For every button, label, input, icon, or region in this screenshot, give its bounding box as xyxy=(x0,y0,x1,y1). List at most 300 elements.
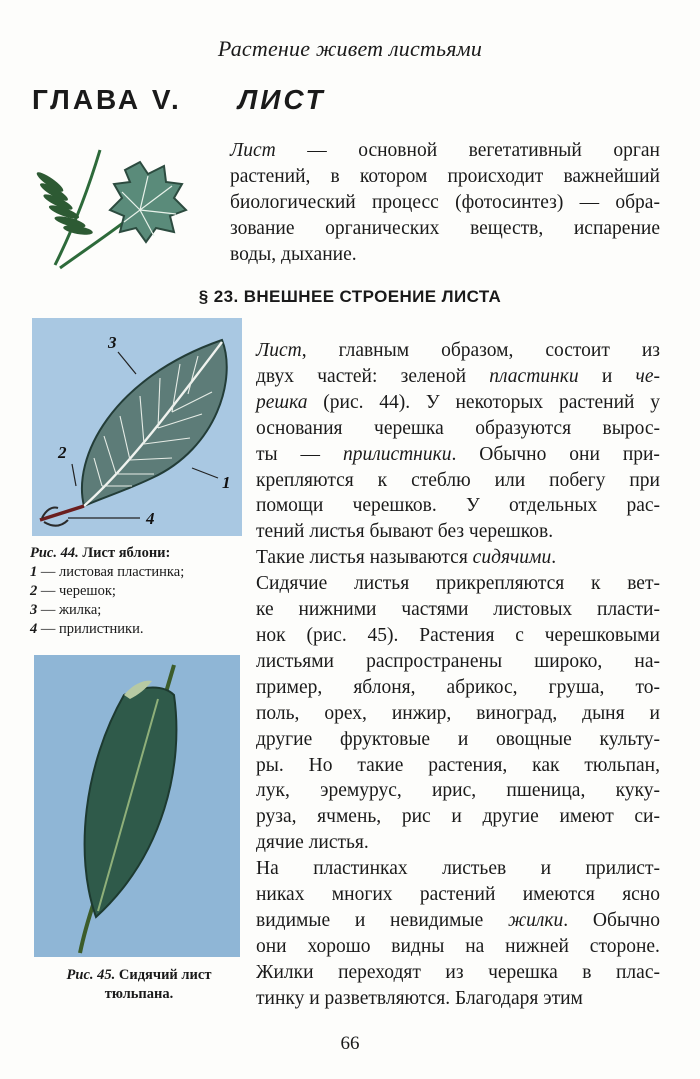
word xyxy=(582,960,591,986)
word xyxy=(378,468,387,494)
word xyxy=(332,882,393,908)
text-run: ты xyxy=(256,443,278,465)
text-run: Лист яблони: xyxy=(78,545,171,561)
word xyxy=(256,623,286,649)
word xyxy=(256,338,307,364)
text-run: листовых xyxy=(493,599,573,621)
text-run: (рис. xyxy=(323,391,364,413)
text-run: дячие листья. xyxy=(256,832,369,854)
text-run: . xyxy=(563,909,569,931)
body-line xyxy=(256,338,660,364)
intro-line xyxy=(230,138,660,164)
word xyxy=(256,753,284,779)
word xyxy=(582,701,624,727)
text-run: частей: xyxy=(317,365,378,387)
text-run: главным xyxy=(338,340,410,361)
word xyxy=(447,675,518,701)
intro-paragraph xyxy=(230,138,660,268)
word xyxy=(256,364,294,390)
word xyxy=(523,882,595,908)
text-run: плас- xyxy=(616,961,660,983)
word xyxy=(256,727,312,753)
word xyxy=(230,190,356,216)
text-run: в xyxy=(330,166,340,187)
text-run: У xyxy=(425,391,440,413)
text-run: двух xyxy=(256,365,294,387)
text-run: прилистники xyxy=(342,443,452,465)
word xyxy=(432,778,476,804)
text-run: побегу xyxy=(549,469,606,491)
text-run: Рис. 45. xyxy=(66,967,116,983)
word xyxy=(493,597,572,623)
text-run: образом, xyxy=(441,340,514,361)
word xyxy=(541,856,551,882)
figure-44-callout-2: 2 xyxy=(58,443,67,462)
text-run: сидячими xyxy=(472,547,552,569)
word xyxy=(574,216,660,242)
body-line xyxy=(256,986,660,1012)
text-run: прикрепляются xyxy=(435,573,565,595)
word xyxy=(301,442,321,468)
word xyxy=(390,908,483,934)
text-run: имеют xyxy=(559,806,614,828)
text-run: — жилка; xyxy=(37,602,102,618)
word xyxy=(600,727,660,753)
body-line xyxy=(256,960,660,986)
text-run: ры. xyxy=(256,754,284,776)
word xyxy=(534,649,602,675)
word xyxy=(340,727,430,753)
word xyxy=(642,338,660,364)
word xyxy=(323,390,363,416)
text-run: нок xyxy=(256,624,286,646)
text-run: — xyxy=(579,192,600,213)
word xyxy=(545,623,660,649)
word xyxy=(256,778,290,804)
text-run: тюльпана. xyxy=(104,986,174,1002)
text-run: орган xyxy=(613,140,660,161)
text-run: си- xyxy=(634,806,660,828)
text-run: котором xyxy=(359,166,428,187)
word xyxy=(256,493,323,519)
figure-44-caption-item xyxy=(30,563,250,582)
word xyxy=(353,675,415,701)
word xyxy=(309,753,333,779)
text-run: растений xyxy=(419,884,496,906)
text-run: инжир, xyxy=(391,702,452,724)
body-line xyxy=(256,830,660,856)
word xyxy=(495,468,526,494)
word xyxy=(616,778,660,804)
text-run: частями xyxy=(401,599,469,621)
text-run: в xyxy=(582,961,592,983)
word xyxy=(580,190,600,216)
word xyxy=(441,338,513,364)
word xyxy=(353,493,437,519)
word xyxy=(479,442,546,468)
text-run: или xyxy=(494,469,526,491)
text-run: с xyxy=(515,624,524,646)
word xyxy=(256,804,296,830)
text-run: состоит xyxy=(545,340,610,361)
text-run: Сидячие xyxy=(256,573,328,595)
body-line xyxy=(256,571,660,597)
text-run: тюльпан, xyxy=(584,754,660,776)
figure-44-callout-4: 4 xyxy=(146,509,155,528)
figure-44-callout-1: 1 xyxy=(222,473,231,492)
text-run: Сидячий лист xyxy=(115,967,212,983)
section-title: § 23. ВНЕШНЕЕ СТРОЕНИЕ ЛИСТА xyxy=(198,287,502,306)
word xyxy=(458,727,468,753)
text-run: че- xyxy=(635,365,660,387)
word xyxy=(626,493,660,519)
word xyxy=(489,364,578,390)
text-run: биологический xyxy=(230,192,356,213)
text-run: дыня xyxy=(582,702,625,724)
word xyxy=(420,882,496,908)
text-run: Лист xyxy=(230,140,276,161)
word xyxy=(597,597,660,623)
word xyxy=(419,623,494,649)
text-run: На xyxy=(256,858,279,880)
body-line xyxy=(256,390,660,416)
text-run: видимые xyxy=(256,909,331,931)
text-run: вет- xyxy=(627,573,660,595)
text-run: они xyxy=(569,443,600,465)
word xyxy=(256,442,278,468)
body-line xyxy=(256,545,660,571)
word xyxy=(401,364,466,390)
word xyxy=(615,190,660,216)
word xyxy=(256,468,354,494)
text-run: и xyxy=(601,365,613,387)
text-run: растений xyxy=(558,391,635,413)
text-run: нижними xyxy=(298,599,377,621)
word xyxy=(559,804,613,830)
body-line xyxy=(256,753,660,779)
text-run: отдельных xyxy=(508,495,598,517)
intro-line xyxy=(230,164,660,190)
text-run: 44). xyxy=(379,391,411,413)
text-run: . xyxy=(451,443,457,465)
figure-44-caption-item xyxy=(30,601,250,620)
word xyxy=(590,934,660,960)
word xyxy=(451,804,461,830)
word xyxy=(559,390,635,416)
text-run: из xyxy=(641,340,660,361)
word xyxy=(515,623,524,649)
text-run: происходит xyxy=(447,166,544,187)
text-run: лук, xyxy=(256,780,290,802)
word xyxy=(475,416,571,442)
text-run: Но xyxy=(308,754,333,776)
word xyxy=(616,960,660,986)
text-run: на xyxy=(465,935,485,957)
word xyxy=(230,138,276,164)
text-run: пшеница, xyxy=(506,780,586,802)
text-run: и xyxy=(457,728,469,750)
figure-44-caption-title xyxy=(30,544,250,563)
text-run: Такие листья называются xyxy=(256,547,473,569)
text-run: к xyxy=(591,573,601,595)
word xyxy=(629,468,660,494)
word xyxy=(256,675,322,701)
body-line xyxy=(256,804,660,830)
text-run: листьев xyxy=(442,858,507,880)
figure-44-callout-3: 3 xyxy=(108,333,117,352)
text-run: распространены xyxy=(366,650,503,672)
text-run: обра- xyxy=(615,192,660,213)
word xyxy=(623,442,660,468)
text-run: эремурус, xyxy=(320,780,402,802)
word xyxy=(256,882,304,908)
word xyxy=(650,701,660,727)
figure-44-caption-item xyxy=(30,620,250,639)
text-run: процесс xyxy=(371,192,439,213)
body-line xyxy=(256,882,660,908)
text-run: прилист- xyxy=(585,858,660,880)
body-line xyxy=(256,727,660,753)
text-run: — xyxy=(307,140,327,161)
word xyxy=(402,804,431,830)
word xyxy=(317,804,381,830)
text-run: орех, xyxy=(324,702,367,724)
text-run: — листовая пластинка; xyxy=(37,564,185,580)
text-run: ирис, xyxy=(431,780,477,802)
word xyxy=(320,778,402,804)
text-run: листья xyxy=(353,573,410,595)
word xyxy=(532,753,559,779)
word xyxy=(442,856,506,882)
text-run: овощные xyxy=(495,728,572,750)
word xyxy=(354,571,409,597)
word xyxy=(584,753,660,779)
word xyxy=(256,701,299,727)
text-run: 2 xyxy=(30,583,38,599)
text-run: важнейший xyxy=(563,166,660,187)
text-run: 3 xyxy=(30,602,38,618)
intro-line xyxy=(230,190,660,216)
word xyxy=(593,908,660,934)
text-run: имеются xyxy=(522,884,595,906)
text-run: на- xyxy=(634,650,660,672)
intro-line xyxy=(230,216,660,242)
intro-line xyxy=(230,242,660,268)
text-run: рис xyxy=(401,806,431,828)
text-run: растения, xyxy=(428,754,508,776)
word xyxy=(505,934,569,960)
word xyxy=(325,216,439,242)
word xyxy=(569,442,600,468)
word xyxy=(357,753,403,779)
word xyxy=(436,571,564,597)
figure-44-caption xyxy=(30,544,250,639)
figure-44-caption-item xyxy=(30,582,250,601)
text-run: абрикос, xyxy=(446,676,518,698)
word xyxy=(230,216,294,242)
word xyxy=(508,908,568,934)
text-run: У xyxy=(465,495,480,517)
word xyxy=(650,390,660,416)
word xyxy=(307,138,327,164)
body-line xyxy=(256,364,660,390)
text-run: широко, xyxy=(534,650,603,672)
text-run: стороне. xyxy=(589,935,660,957)
body-text xyxy=(256,338,660,1012)
word xyxy=(613,138,660,164)
word xyxy=(509,493,597,519)
text-run: черешка xyxy=(488,961,558,983)
text-run: воды, дыхание. xyxy=(230,244,357,265)
word xyxy=(339,338,409,364)
text-run: тинку и разветвляются. Благодаря этим xyxy=(256,987,583,1009)
word xyxy=(374,416,444,442)
word xyxy=(256,960,314,986)
body-line xyxy=(256,649,660,675)
word xyxy=(230,164,310,190)
word xyxy=(313,856,407,882)
word xyxy=(307,623,347,649)
text-run: нижней xyxy=(505,935,569,957)
body-line xyxy=(256,701,660,727)
text-run: культу- xyxy=(599,728,660,750)
text-run: то- xyxy=(635,676,660,698)
text-run: крепляются xyxy=(256,469,354,491)
word xyxy=(549,675,605,701)
word xyxy=(506,778,585,804)
body-line xyxy=(256,934,660,960)
text-run: испарение xyxy=(573,218,660,239)
text-run: и xyxy=(451,806,462,828)
word xyxy=(256,571,327,597)
text-run: пример, xyxy=(256,676,323,698)
text-run: помощи xyxy=(256,495,324,517)
text-run: никах xyxy=(256,884,305,906)
text-run: образуются xyxy=(475,417,572,439)
page-number: 66 xyxy=(340,1033,360,1054)
figure-45-caption-line xyxy=(34,985,244,1004)
text-run: и xyxy=(540,858,552,880)
text-run: растений, xyxy=(230,166,311,187)
text-run: пластинки xyxy=(489,365,579,387)
body-line xyxy=(256,778,660,804)
word xyxy=(428,753,507,779)
text-run: переходят xyxy=(338,961,421,983)
text-run: органических xyxy=(325,218,440,239)
text-run: фруктовые xyxy=(340,728,431,750)
word xyxy=(379,390,410,416)
text-run: как xyxy=(532,754,560,776)
figure-45-caption xyxy=(34,966,244,1004)
word xyxy=(602,364,612,390)
word xyxy=(372,190,439,216)
text-run: к xyxy=(377,469,388,491)
word xyxy=(455,390,543,416)
text-run: они xyxy=(256,935,287,957)
text-run: , xyxy=(301,340,307,361)
text-run: решка xyxy=(256,391,308,413)
text-run: черешка xyxy=(374,417,444,439)
word xyxy=(636,364,660,390)
word xyxy=(298,597,376,623)
text-run: (фотосинтез) xyxy=(455,192,564,213)
word xyxy=(343,442,456,468)
text-run: основной xyxy=(358,140,438,161)
word xyxy=(256,597,274,623)
body-line xyxy=(256,493,660,519)
text-run: рас- xyxy=(626,495,660,517)
body-line xyxy=(256,623,660,649)
text-run: листьями xyxy=(256,650,334,672)
word xyxy=(634,804,660,830)
text-run: — прилистники. xyxy=(37,621,144,637)
word xyxy=(455,190,563,216)
body-line xyxy=(256,519,660,545)
word xyxy=(488,960,558,986)
text-run: невидимые xyxy=(390,909,484,931)
word xyxy=(360,164,427,190)
text-run: из xyxy=(445,961,464,983)
word xyxy=(256,390,308,416)
word xyxy=(549,468,605,494)
text-run: 1 xyxy=(30,564,38,580)
running-head: Растение живет листьями xyxy=(217,36,483,61)
text-run: основания xyxy=(256,417,343,439)
word xyxy=(256,934,287,960)
word xyxy=(366,649,502,675)
word xyxy=(603,416,660,442)
text-run: ясно xyxy=(622,884,660,906)
word xyxy=(392,701,451,727)
body-line xyxy=(256,597,660,623)
word xyxy=(391,934,444,960)
text-run: руза, xyxy=(256,806,297,828)
text-run: 45). xyxy=(367,624,399,646)
word xyxy=(317,364,377,390)
word xyxy=(469,138,582,164)
text-run: Жилки xyxy=(256,961,314,983)
word xyxy=(545,338,610,364)
word xyxy=(324,701,367,727)
text-run: и xyxy=(649,702,660,724)
word xyxy=(256,416,343,442)
text-run: при xyxy=(629,469,660,491)
text-run: веществ, xyxy=(470,218,544,239)
body-line xyxy=(256,856,660,882)
word xyxy=(591,571,600,597)
word xyxy=(447,164,543,190)
chapter-leaf-illustration xyxy=(30,140,190,275)
figure-44-apple-leaf xyxy=(32,318,242,536)
word xyxy=(476,701,557,727)
word xyxy=(355,908,365,934)
word xyxy=(331,164,340,190)
word xyxy=(483,804,539,830)
word xyxy=(634,649,660,675)
word xyxy=(563,164,660,190)
text-run: — xyxy=(300,443,321,465)
word xyxy=(256,649,334,675)
text-run: куку- xyxy=(615,780,660,802)
text-run: виноград, xyxy=(476,702,558,724)
text-run: черешковыми xyxy=(544,624,660,646)
text-run: (рис. xyxy=(306,624,347,646)
chapter-label: ГЛАВА V. xyxy=(32,84,182,115)
word xyxy=(411,468,471,494)
figure-45-tulip-leaf xyxy=(34,655,240,957)
text-run: пластинках xyxy=(313,858,408,880)
text-run: Рис. 44. xyxy=(30,545,79,561)
